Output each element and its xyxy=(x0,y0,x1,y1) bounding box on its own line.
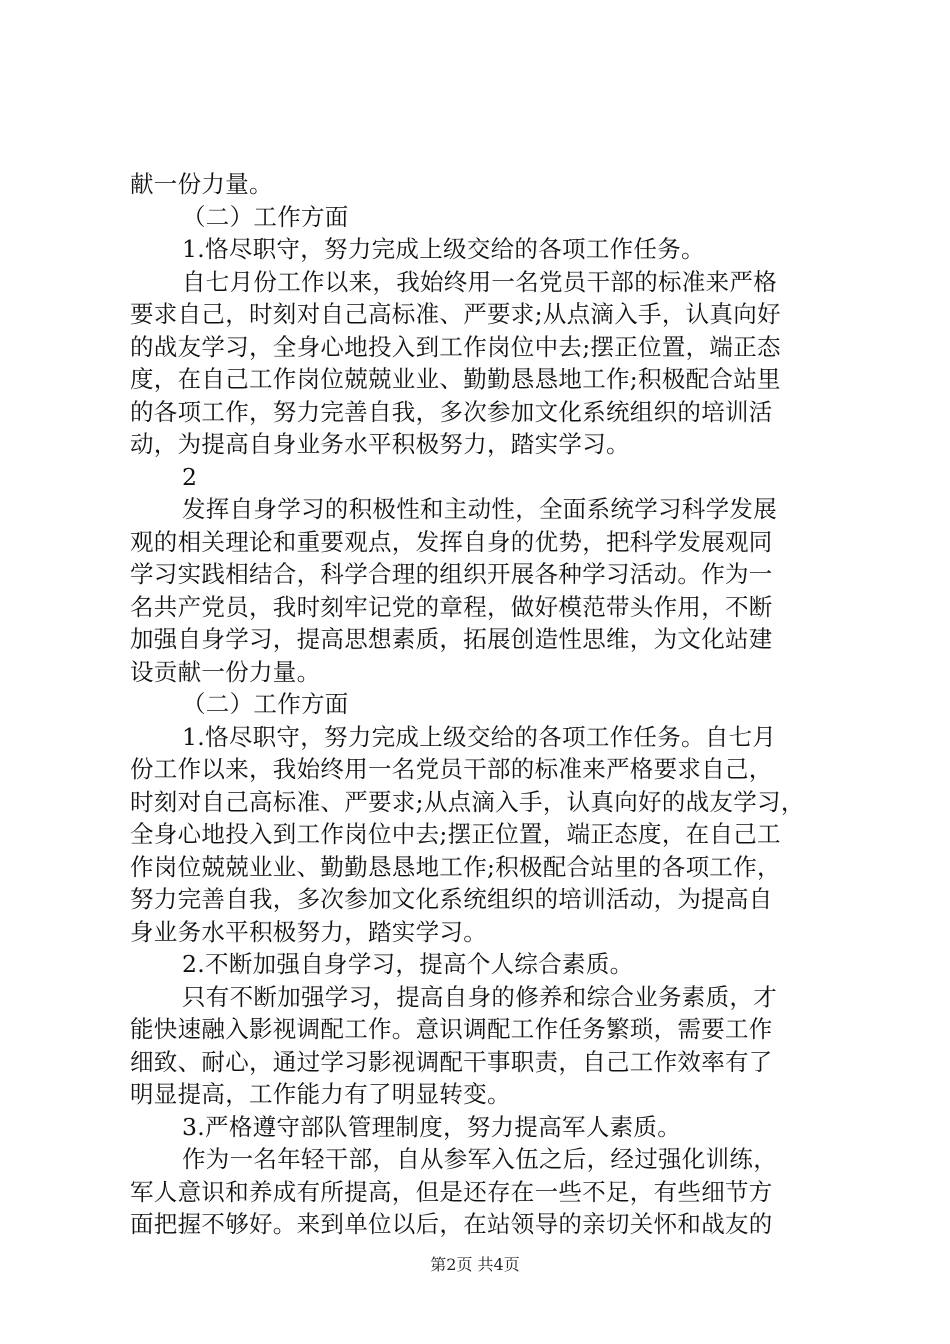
text-line: 名共产党员，我时刻牢记党的章程，做好模范带头作用，不断 xyxy=(130,592,773,621)
text-line: 的战友学习，全身心地投入到工作岗位中去;摆正位置，端正态 xyxy=(130,332,781,361)
text-line: 观的相关理论和重要观点，发挥自身的优势，把科学发展观同 xyxy=(130,527,773,556)
text-line: （二）工作方面 xyxy=(182,690,349,718)
text-line: 面把握不够好。来到单位以后，在站领导的亲切关怀和战友的 xyxy=(130,1210,773,1238)
text-line: 能快速融入影视调配工作。意识调配工作任务繁琐，需要工作 xyxy=(130,1015,773,1043)
text-line: 度，在自己工作岗位兢兢业业、勤勤恳恳地工作;积极配合站里 xyxy=(130,365,781,393)
text-line: 2 xyxy=(182,462,198,491)
text-line: 作岗位兢兢业业、勤勤恳恳地工作;积极配合站里的各项工作， xyxy=(130,852,781,881)
text-line: 1.恪尽职守，努力完成上级交给的各项工作任务。 xyxy=(182,235,705,263)
text-line: 细致、耐心，通过学习影视调配干事职责，自己工作效率有了 xyxy=(130,1047,773,1076)
text-line: 明显提高，工作能力有了明显转变。 xyxy=(130,1080,511,1108)
page-footer: 第2页 共4页 xyxy=(430,1255,520,1274)
text-line: 1.恪尽职守，努力完成上级交给的各项工作任务。自七月 xyxy=(182,722,777,751)
text-line: 军人意识和养成有所提高，但是还存在一些不足，有些细节方 xyxy=(130,1177,773,1206)
text-line: 自七月份工作以来，我始终用一名党员干部的标准来严格 xyxy=(182,267,777,296)
text-line: 份工作以来，我始终用一名党员干部的标准来严格要求自己， xyxy=(130,755,773,783)
text-line: 全身心地投入到工作岗位中去;摆正位置，端正态度，在自己工 xyxy=(130,820,781,848)
text-line: 的各项工作，努力完善自我，多次参加文化系统组织的培训活 xyxy=(130,397,773,426)
text-line: 设贡献一份力量。 xyxy=(130,657,321,686)
text-line: 作为一名年轻干部，自从参军入伍之后，经过强化训练， xyxy=(182,1145,777,1173)
text-line: 献一份力量。 xyxy=(130,170,273,198)
text-line: 要求自己，时刻对自己高标准、严要求;从点滴入手，认真向好 xyxy=(130,300,781,328)
text-line: 动，为提高自身业务水平积极努力，踏实学习。 xyxy=(130,430,630,458)
text-line: 只有不断加强学习，提高自身的修养和综合业务素质，才 xyxy=(182,982,777,1011)
text-line: （二）工作方面 xyxy=(182,202,349,231)
text-line: 2.不断加强自身学习，提高个人综合素质。 xyxy=(182,950,634,978)
text-line: 3.严格遵守部队管理制度，努力提高军人素质。 xyxy=(182,1112,682,1141)
text-line: 努力完善自我，多次参加文化系统组织的培训活动，为提高自 xyxy=(130,885,773,913)
text-line: 发挥自身学习的积极性和主动性，全面系统学习科学发展 xyxy=(182,495,777,523)
text-line: 身业务水平积极努力，踏实学习。 xyxy=(130,917,487,946)
text-line: 学习实践相结合，科学合理的组织开展各种学习活动。作为一 xyxy=(130,560,773,588)
body-text xyxy=(130,168,830,1241)
text-line: 时刻对自己高标准、严要求;从点滴入手，认真向好的战友学习， xyxy=(130,787,805,816)
text-line: 加强自身学习，提高思想素质，拓展创造性思维，为文化站建 xyxy=(130,625,773,653)
